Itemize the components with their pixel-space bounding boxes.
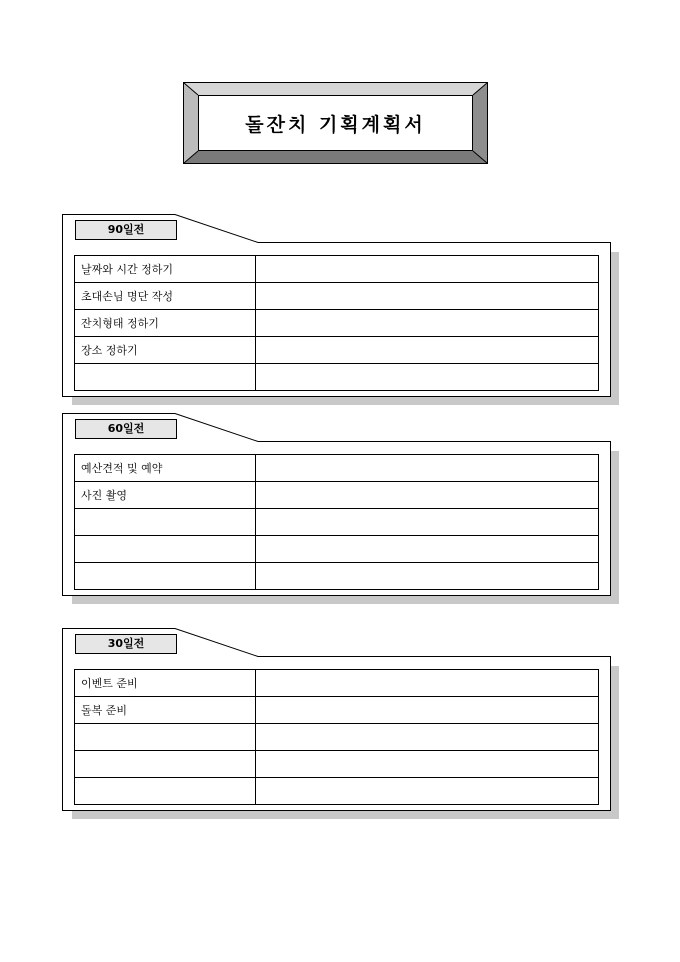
table-row xyxy=(75,509,599,536)
note-cell xyxy=(256,364,599,391)
table-row xyxy=(75,364,599,391)
table-row xyxy=(75,283,599,310)
task-cell: 사진 촬영 xyxy=(75,482,256,509)
task-cell: 예산견적 및 예약 xyxy=(75,455,256,482)
table-row xyxy=(75,256,599,283)
task-table xyxy=(74,669,599,805)
table-row xyxy=(75,536,599,563)
section-30-days xyxy=(62,628,619,819)
table-row xyxy=(75,778,599,805)
task-cell xyxy=(75,724,256,751)
note-cell xyxy=(256,670,599,697)
note-cell xyxy=(256,751,599,778)
task-cell xyxy=(75,778,256,805)
task-cell: 잔치형태 정하기 xyxy=(75,310,256,337)
section-60-days xyxy=(62,413,619,604)
table-row xyxy=(75,697,599,724)
task-cell: 초대손님 명단 작성 xyxy=(75,283,256,310)
note-cell xyxy=(256,455,599,482)
table-row xyxy=(75,751,599,778)
table-row xyxy=(75,563,599,590)
note-cell xyxy=(256,310,599,337)
note-cell xyxy=(256,697,599,724)
section-label: 90일전 xyxy=(75,220,177,240)
note-cell xyxy=(256,724,599,751)
task-table xyxy=(74,255,599,391)
document-title: 돌잔치 기획계획서 xyxy=(245,113,426,136)
task-cell xyxy=(75,364,256,391)
task-cell xyxy=(75,751,256,778)
note-cell xyxy=(256,337,599,364)
task-cell xyxy=(75,509,256,536)
table-row xyxy=(75,310,599,337)
title-box xyxy=(198,95,473,151)
note-cell xyxy=(256,778,599,805)
note-cell xyxy=(256,283,599,310)
table-row xyxy=(75,455,599,482)
section-label: 60일전 xyxy=(75,419,177,439)
table-row xyxy=(75,670,599,697)
note-cell xyxy=(256,509,599,536)
task-cell xyxy=(75,536,256,563)
note-cell xyxy=(256,536,599,563)
note-cell xyxy=(256,482,599,509)
table-row xyxy=(75,482,599,509)
task-cell: 날짜와 시간 정하기 xyxy=(75,256,256,283)
task-cell: 돌복 준비 xyxy=(75,697,256,724)
task-cell: 이벤트 준비 xyxy=(75,670,256,697)
task-table xyxy=(74,454,599,590)
note-cell xyxy=(256,563,599,590)
title-frame xyxy=(183,82,488,164)
task-cell: 장소 정하기 xyxy=(75,337,256,364)
table-row xyxy=(75,337,599,364)
table-row xyxy=(75,724,599,751)
note-cell xyxy=(256,256,599,283)
section-90-days xyxy=(62,214,619,405)
section-label: 30일전 xyxy=(75,634,177,654)
task-cell xyxy=(75,563,256,590)
